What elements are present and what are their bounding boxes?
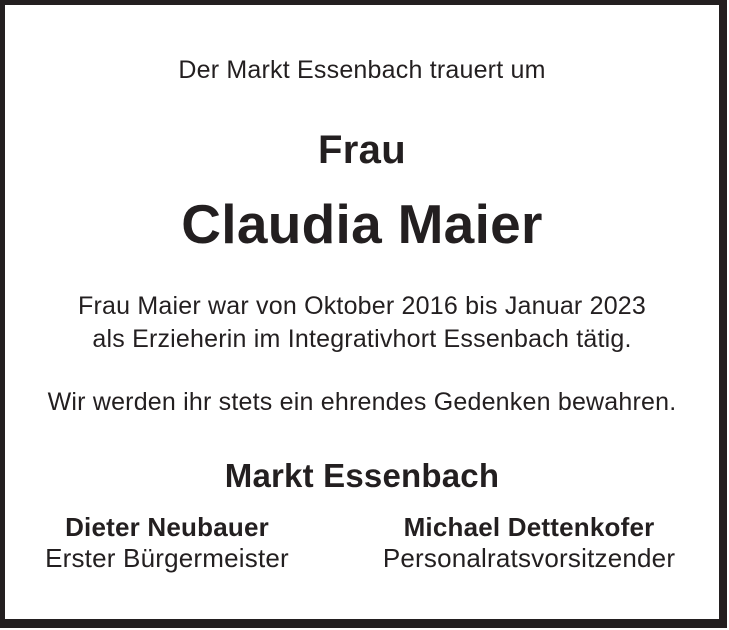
signatures-row bbox=[5, 512, 719, 574]
deceased-name: Claudia Maier bbox=[181, 193, 543, 255]
signatory-right-name: Michael Dettenkofer bbox=[403, 512, 655, 542]
service-period-line1: Frau Maier war von Oktober 2016 bis Januar 2023 bbox=[77, 292, 647, 320]
signatory-left-name: Dieter Neubauer bbox=[65, 512, 269, 542]
remembrance-text: Wir werden ihr stets ein ehrendes Gedenken bewahren. bbox=[47, 388, 677, 416]
signatory-right-title: Personalratsvorsitzender bbox=[382, 543, 676, 573]
service-period-paragraph bbox=[5, 290, 719, 356]
organization-name: Markt Essenbach bbox=[224, 457, 500, 494]
signatory-right bbox=[379, 512, 679, 574]
salutation-text: Frau bbox=[318, 128, 406, 172]
obituary-notice-content bbox=[5, 5, 719, 619]
mourning-intro-text: Der Markt Essenbach trauert um bbox=[178, 56, 546, 84]
signatory-left bbox=[17, 512, 317, 574]
service-period-line2: als Erzieherin im Integrativhort Essenbach tätig. bbox=[92, 325, 632, 353]
signatory-left-title: Erster Bürgermeister bbox=[45, 543, 289, 573]
